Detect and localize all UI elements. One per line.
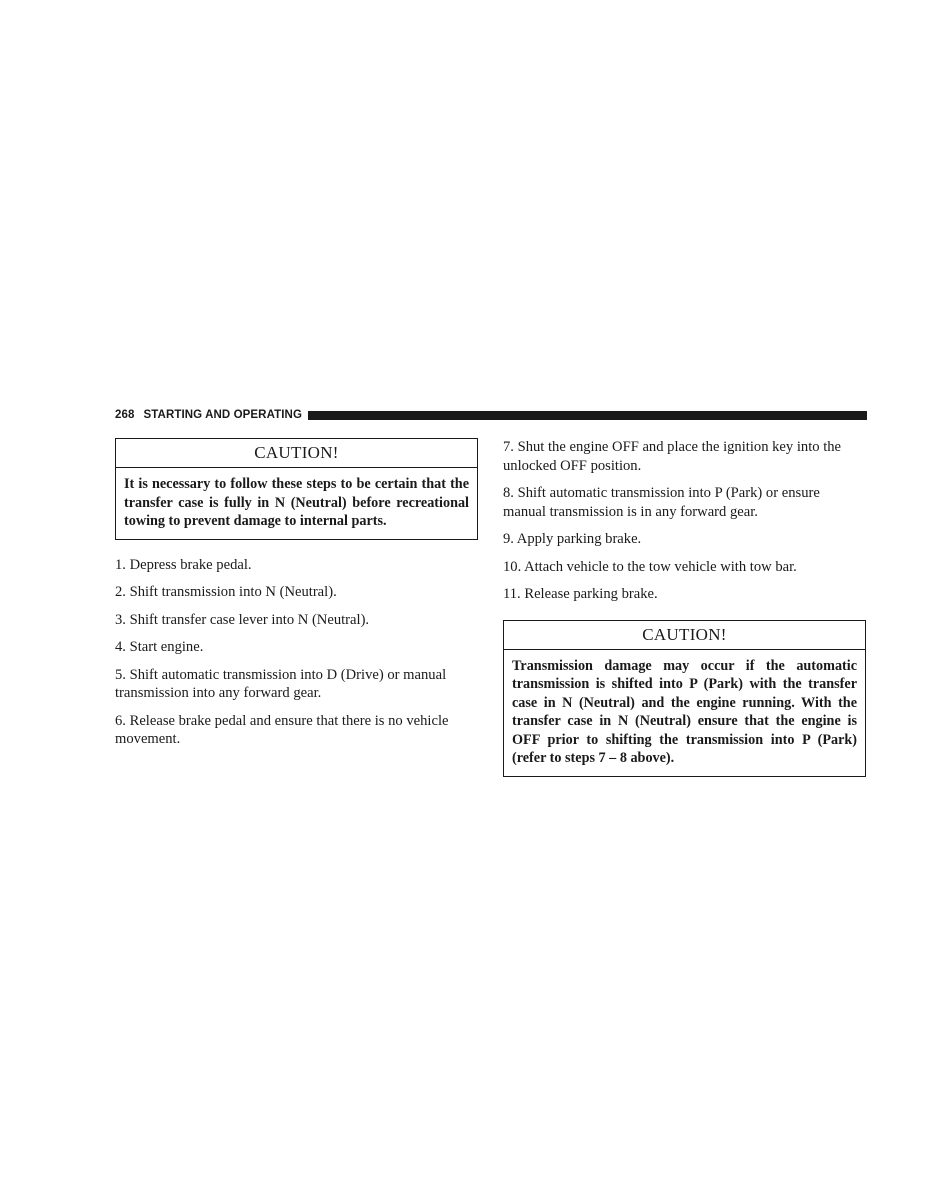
step-item: 5. Shift automatic transmission into D (Drive) or manual transmission into any forward gear. — [115, 666, 447, 701]
page-number: 268 — [115, 409, 135, 421]
step-item: 1. Depress brake pedal. — [115, 556, 252, 573]
towing-steps-list-2 — [503, 438, 866, 604]
step-item: 2. Shift transmission into N (Neutral). — [115, 584, 337, 600]
step-item: 10. Attach vehicle to the tow vehicle with tow bar. — [503, 558, 797, 575]
caution-title: CAUTION! — [116, 439, 477, 468]
caution-body: Transmission damage may occur if the automatic transmission is shifted into P (Park) with the transfer case in N (Neutral) and the engine running. With the transfer case in N (Neutral) ensure that the engine is OFF prior to shifting the transmission into P (Park) (refer to steps 7 – 8 above). — [512, 657, 857, 766]
section-title: STARTING AND OPERATING — [143, 409, 303, 421]
header-rule — [308, 411, 867, 420]
step-item: 7. Shut the engine OFF and place the ignition key into the unlocked OFF position. — [503, 439, 842, 474]
right-column — [503, 438, 866, 777]
step-item: 11. Release parking brake. — [503, 586, 658, 602]
caution-body: It is necessary to follow these steps to be certain that the transfer case is fully in N (Neutral) before recreational towing to prevent damage to internal parts. — [124, 476, 469, 529]
step-item: 4. Start engine. — [115, 639, 204, 655]
towing-steps-list-1 — [115, 556, 478, 749]
step-item: 6. Release brake pedal and ensure that there is no vehicle movement. — [115, 712, 449, 747]
caution-box-transmission-damage — [503, 620, 866, 777]
step-item: 3. Shift transfer case lever into N (Neutral). — [115, 611, 370, 628]
page-header — [115, 408, 867, 422]
caution-title: CAUTION! — [504, 621, 865, 650]
step-item: 8. Shift automatic transmission into P (Park) or ensure manual transmission is in any forward gear. — [503, 485, 820, 520]
step-item: 9. Apply parking brake. — [503, 531, 642, 547]
caution-box-recreational-towing — [115, 438, 478, 540]
left-column — [115, 438, 478, 758]
